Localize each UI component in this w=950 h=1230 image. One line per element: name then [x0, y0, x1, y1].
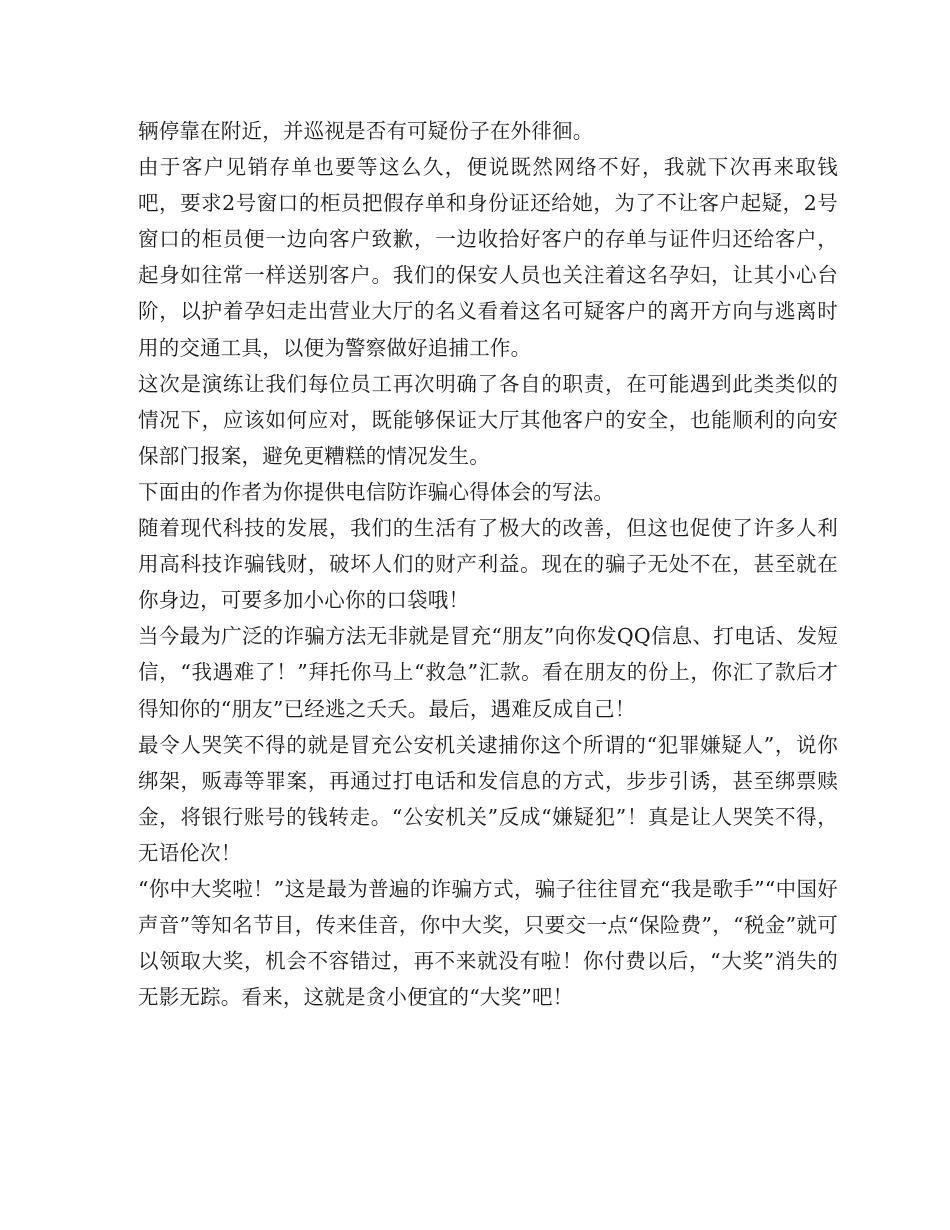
paragraph-6: 当今最为广泛的诈骗方法无非就是冒充“朋友”向你发QQ信息、打电话、发短信，“我遇难了！”拜托你马上“救急”汇款。看在朋友的份上，你汇了款后才得知你的“朋友”已经逃之夭夭。最后，遇难反成自己！ — [138, 624, 838, 721]
paragraph-7: 最令人哭笑不得的就是冒充公安机关逮捕你这个所谓的“犯罪嫌疑人”，说你绑架，贩毒等罪案，再通过打电话和发信息的方式，步步引诱，甚至绑票赎金，将银行账号的钱转走。“公安机关”反成“嫌疑犯”！真是让人哭笑不得，无语伦次！ — [138, 732, 838, 865]
paragraph-3: 这次是演练让我们每位员工再次明确了各自的职责，在可能遇到此类类似的情况下，应该如何应对，既能够保证大厅其他客户的安全，也能顺利的向安保部门报案，避免更糟糕的情况发生。 — [138, 371, 838, 468]
paragraph-4: 下面由的作者为你提供电信防诈骗心得体会的写法。 — [138, 479, 615, 504]
paragraph-5: 随着现代科技的发展，我们的生活有了极大的改善，但这也促使了许多人利用高科技诈骗钱财，破坏人们的财产利益。现在的骗子无处不在，甚至就在你身边，可要多加小心你的口袋哦！ — [138, 516, 838, 613]
paragraph-1: 辆停靠在附近，并巡视是否有可疑份子在外徘徊。 — [138, 119, 594, 143]
document-body — [138, 113, 838, 1015]
paragraph-2: 由于客户见销存单也要等这么久，便说既然网络不好，我就下次再来取钱吧，要求2号窗口的柜员把假存单和身份证还给她，为了不让客户起疑，2号窗口的柜员便一边向客户致歉，一边收拾好客户的存单与证件归还给客户，起身如往常一样送别客户。我们的保安人员也关注着这名孕妇，让其小心台阶，以护着孕妇走出营业大厅的名义看着这名可疑客户的离开方向与逃离时用的交通工具，以便为警察做好追捕工作。 — [138, 155, 838, 360]
paragraph-8: “你中大奖啦！”这是最为普遍的诈骗方式，骗子往往冒充“我是歌手”“中国好声音”等知名节目，传来佳音，你中大奖，只要交一点“保险费”，“税金”就可以领取大奖，机会不容错过，再不来就没有啦！你付费以后，“大奖”消失的无影无踪。看来，这就是贪小便宜的“大奖”吧！ — [138, 876, 838, 1010]
